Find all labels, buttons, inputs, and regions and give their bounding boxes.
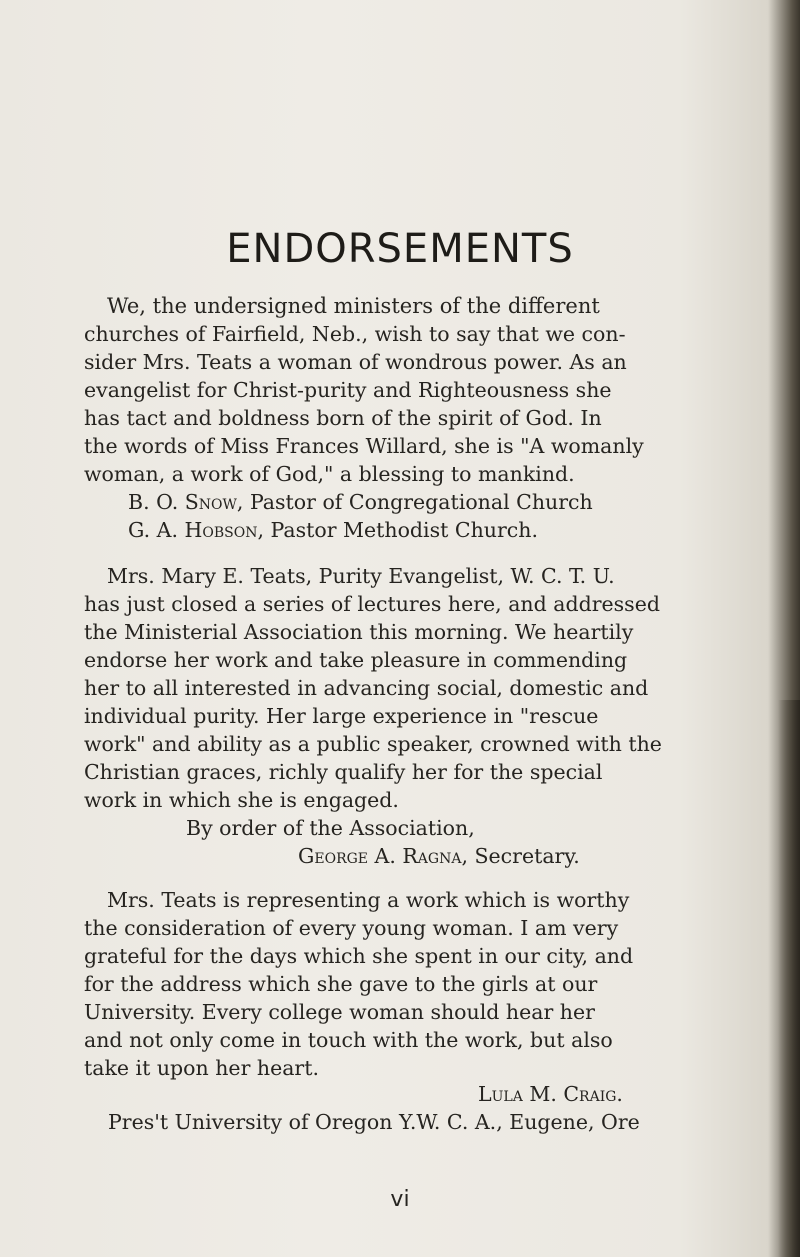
paragraph-line: has just closed a series of lectures here, and addressed xyxy=(84,592,660,616)
paragraph-line: University. Every college woman should hear her xyxy=(84,1000,595,1024)
signer-title: Secretary. xyxy=(467,844,580,868)
paragraph-line: Mrs. Teats is representing a work which is worthy xyxy=(107,888,630,912)
paragraph-line: the Ministerial Association this morning. We heartily xyxy=(84,620,634,644)
signer-title: Pastor of Congregational Church xyxy=(243,490,593,514)
signature-snow xyxy=(128,488,593,516)
paragraph-line: grateful for the days which she spent in our city, and xyxy=(84,944,634,968)
signer-title: Pres't University of Oregon Y.W. C. A., Eugene, Ore xyxy=(108,1110,640,1134)
paragraph-line: sider Mrs. Teats a woman of wondrous power. As an xyxy=(84,350,627,374)
paragraph-line: the words of Miss Frances Willard, she is "A womanly xyxy=(84,434,644,458)
page-edge-shadow xyxy=(778,700,800,1257)
paragraph-line: woman, a work of God," a blessing to mankind. xyxy=(84,462,575,486)
paragraph-line: work in which she is engaged. xyxy=(84,788,399,812)
paragraph-line: We, the undersigned ministers of the different xyxy=(107,294,600,318)
signature-ragna xyxy=(298,842,580,870)
signer-name: Lula M. Craig. xyxy=(478,1082,623,1106)
paragraph-line: has tact and boldness born of the spirit of God. In xyxy=(84,406,602,430)
paragraph-line: Christian graces, richly qualify her for the special xyxy=(84,760,603,784)
paragraph-line: the consideration of every young woman. I am very xyxy=(84,916,619,940)
signer-name: G. A. Hobson, xyxy=(128,518,264,542)
paragraph-line: work" and ability as a public speaker, crowned with the xyxy=(84,732,662,756)
page-number: vi xyxy=(390,1187,410,1212)
order-line: By order of the Association, xyxy=(186,816,475,840)
signer-name: B. O. Snow, xyxy=(128,490,244,514)
signer-title: Pastor Methodist Church. xyxy=(264,518,538,542)
page-heading: ENDORSEMENTS xyxy=(226,226,574,272)
paragraph-line: evangelist for Christ-purity and Righteousness she xyxy=(84,378,612,402)
signature-hobson xyxy=(128,516,538,544)
paragraph-line: and not only come in touch with the work, but also xyxy=(84,1028,613,1052)
signer-name: George A. Ragna, xyxy=(298,844,468,868)
paragraph-line: endorse her work and take pleasure in commending xyxy=(84,648,628,672)
paragraph-line: for the address which she gave to the girls at our xyxy=(84,972,598,996)
paragraph-line: take it upon her heart. xyxy=(84,1056,319,1080)
paragraph-line: individual purity. Her large experience in "rescue xyxy=(84,704,599,728)
paragraph-line: Mrs. Mary E. Teats, Purity Evangelist, W. C. T. U. xyxy=(107,564,615,588)
signature-craig xyxy=(478,1080,623,1108)
paragraph-line: churches of Fairfield, Neb., wish to say that we con- xyxy=(84,322,626,346)
paragraph-line: her to all interested in advancing social, domestic and xyxy=(84,676,649,700)
